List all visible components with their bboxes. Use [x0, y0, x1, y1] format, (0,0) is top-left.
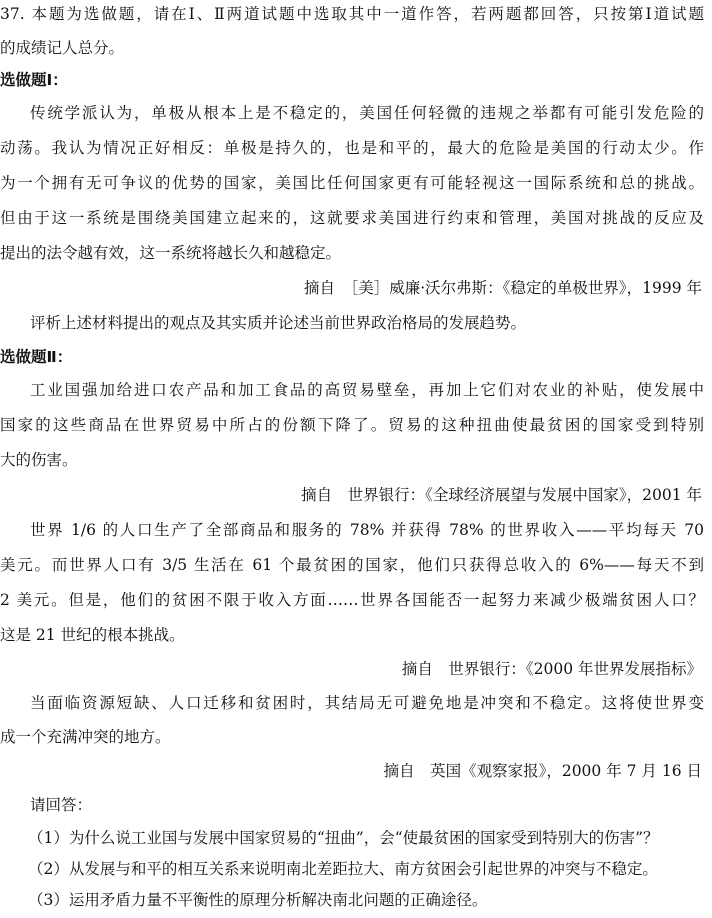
option-2-title: 选做题Ⅱ：	[0, 348, 73, 366]
sub-question-2: （2）从发展与和平的相互关系来说明南北差距拉大、南方贫困会引起世界的冲突与不稳定。	[28, 860, 658, 878]
option-1-title: 选做题Ⅰ：	[0, 71, 68, 89]
option-1-para-line: 传统学派认为，单极从根本上是不稳定的，美国任何轻微的违规之举都有可能引发危险的	[30, 104, 704, 122]
option-2-para1-line: 大的伤害。	[0, 451, 78, 469]
option-1-source: 摘自 ［美］威廉·沃尔弗斯：《稳定的单极世界》，1999 年	[303, 279, 702, 297]
option-1-para-line: 动荡。我认为情况正好相反：单极是持久的，也是和平的，最大的危险是美国的行动太少。作	[0, 139, 704, 157]
option-2-source-2: 摘自 世界银行：《2000 年世界发展指标》	[401, 660, 702, 678]
option-1-para-line: 提出的法令越有效，这一系统将越长久和越稳定。	[0, 244, 342, 262]
option-2-para1-line: 工业国强加给进口农产品和加工食品的高贸易壁垒，再加上它们对农业的补贴，使发展中	[30, 381, 704, 399]
option-1-task: 评析上述材料提出的观点及其实质并论述当前世界政治格局的发展趋势。	[30, 314, 527, 332]
option-1-para-line: 但由于这一系统是围绕美国建立起来的，这就要求美国进行约束和管理，美国对挑战的反应及	[0, 209, 704, 227]
option-2-para3-line: 当面临资源短缺、人口迁移和贫困时，其结局无可避免地是冲突和不稳定。这将使世界变	[30, 694, 704, 712]
option-2-para1-line: 国家的这些商品在世界贸易中所占的份额下降了。贸易的这种扭曲使最贫困的国家受到特别	[0, 416, 704, 434]
question-header-line-2: 的成绩记人总分。	[0, 39, 125, 57]
option-2-para2-line: 这是 21 世纪的根本挑战。	[0, 626, 185, 644]
answer-prompt: 请回答：	[30, 796, 93, 814]
option-2-para3-line: 成一个充满冲突的地方。	[0, 728, 171, 746]
option-1-para-line: 为一个拥有无可争议的优势的国家，美国比任何国家更有可能轻视这一国际系统和总的挑战。	[0, 174, 704, 192]
option-2-source-1: 摘自 世界银行：《全球经济展望与发展中国家》，2001 年	[301, 486, 702, 504]
question-header-line-1: 37. 本题为选做题，请在Ⅰ、Ⅱ两道试题中选取其中一道作答，若两题都回答，只按第Ⅰ道试题	[0, 5, 704, 23]
sub-question-3: （3）运用矛盾力量不平衡性的原理分析解决南北问题的正确途径。	[28, 891, 488, 909]
sub-question-1: （1）为什么说工业国与发展中国家贸易的“扭曲”，会“使最贫困的国家受到特别大的伤害”？	[28, 829, 659, 847]
option-2-para2-line: 美元。而世界人口有 3/5 生活在 61 个最贫困的国家，他们只获得总收入的 6%——每天不到	[0, 556, 704, 574]
option-2-source-3: 摘自 英国《观察家报》，2000 年 7 月 16 日	[383, 762, 702, 780]
option-2-para2-line: 世界 1/6 的人口生产了全部商品和服务的 78% 并获得 78% 的世界收入——平均每天 70	[30, 521, 704, 539]
option-2-para2-line: 2 美元。但是，他们的贫困不限于收入方面……世界各国能否一起努力来减少极端贫困人口？	[0, 591, 704, 609]
